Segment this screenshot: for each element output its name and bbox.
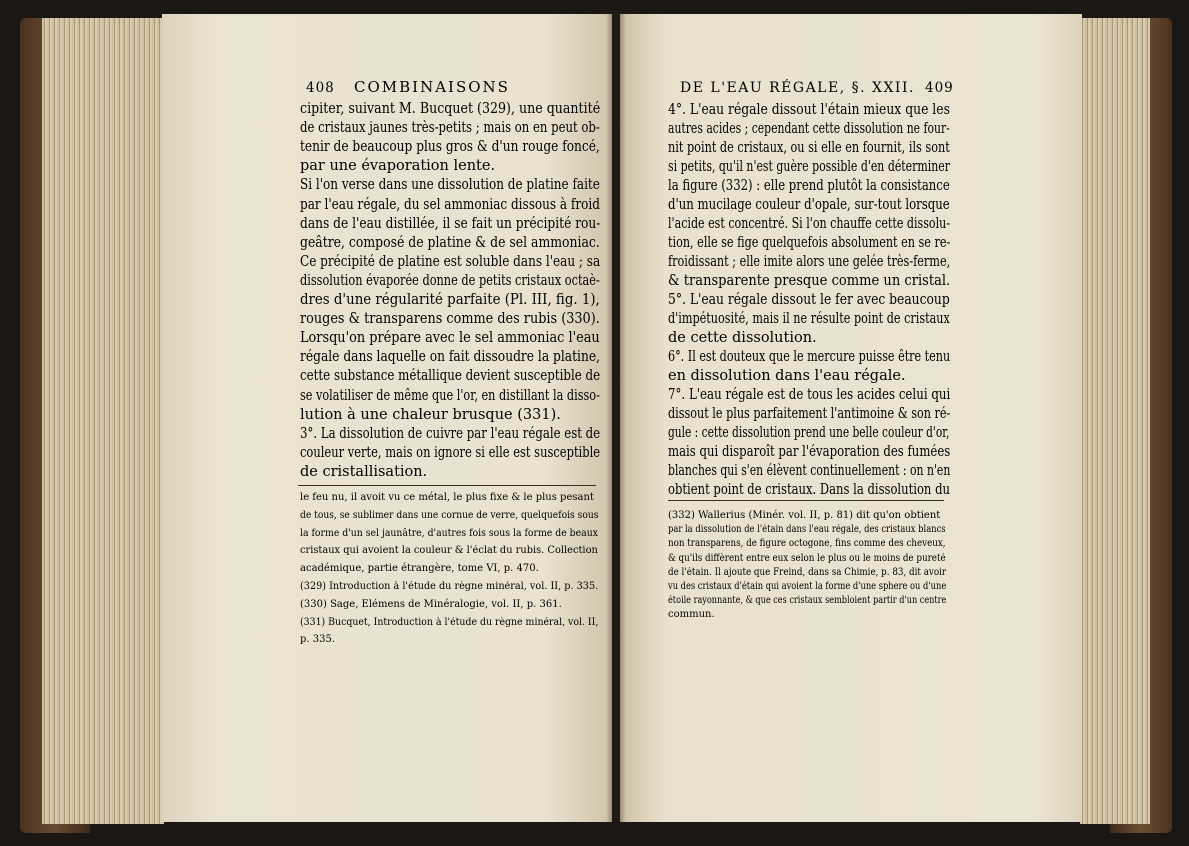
text-line: froidissant ; elle imite alors une gelée très-ferme, <box>668 254 951 270</box>
text-line: obtient point de cristaux. Dans la dissolution du <box>668 482 950 498</box>
footnote-line: (329) Introduction à l'étude du règne minéral, vol. II, p. 335. <box>300 581 599 592</box>
footnote-line: de tous, se sublimer dans une cornue de verre, quelquefois sous <box>300 509 599 521</box>
text-line: tenir de beaucoup plus gros & d'un rouge foncé, <box>300 139 600 156</box>
text-line: dissout le plus parfaitement l'antimoine & son ré- <box>668 406 951 422</box>
footnote-line: le feu nu, il avoit vu ce métal, le plus fixe & le plus pesant <box>300 492 594 503</box>
footnote-line: commun. <box>668 609 715 621</box>
text-line: rouges & transparens comme des rubis (330). <box>300 311 600 328</box>
text-line: se volatiliser de même que l'or, en distillant la disso- <box>300 387 600 404</box>
text-line: régale dans laquelle on fait dissoudre la platine, <box>300 349 601 366</box>
footnote-line: étoile rayonnante, & que ces cristaux sembloient partir d'un centre <box>668 595 947 607</box>
text-line: 6°. Il est douteux que le mercure puisse être tenu <box>668 349 951 365</box>
text-line: 4°. L'eau régale dissout l'étain mieux que les <box>668 102 950 118</box>
footnote-line: de l'étain. Il ajoute que Freind, dans sa Chimie, p. 83, dit avoir <box>668 566 947 578</box>
text-line: de cristallisation. <box>300 463 428 480</box>
text-line: 7°. L'eau régale est de tous les acides celui qui <box>668 387 951 403</box>
footnote-line: vu des cristaux d'étain qui avoient la forme d'une sphere ou d'une <box>668 581 947 592</box>
text-line: cipiter, suivant M. Bucquet (329), une quantité <box>300 101 601 117</box>
right-page-number: 409 <box>925 80 954 96</box>
text-line: lution à une chaleur brusque (331). <box>300 406 561 423</box>
text-line: tion, elle se fige quelquefois absolument en se re- <box>668 235 951 251</box>
book-gutter <box>606 14 626 822</box>
footnote-line: p. 335. <box>300 634 336 646</box>
footnote-line: (331) Bucquet, Introduction à l'étude du règne minéral, vol. II, <box>300 616 599 628</box>
left-running-head: COMBINAISONS <box>354 78 510 96</box>
text-line: l'acide est concentré. Si l'on chauffe cette dissolu- <box>668 216 951 232</box>
left-footnote-rule <box>298 485 596 486</box>
text-line: de cette dissolution. <box>668 330 817 346</box>
text-line: dres d'une régularité parfaite (Pl. III, fig. 1), <box>300 292 600 308</box>
text-line: d'un mucilage couleur d'opale, sur-tout lorsque <box>668 197 950 213</box>
text-line: en dissolution dans l'eau régale. <box>668 368 906 384</box>
text-line: 5°. L'eau régale dissout le fer avec beaucoup <box>668 292 950 308</box>
left-page-edges <box>42 18 164 824</box>
text-line: Lorsqu'on prépare avec le sel ammoniac l'eau <box>300 330 600 347</box>
text-line: par l'eau régale, du sel ammoniac dissous à froid <box>300 196 600 213</box>
footnote-line: la forme d'un sel jaunâtre, d'autres fois sous la forme de beaux <box>300 527 598 539</box>
footnote-line: (330) Sage, Elémens de Minéralogie, vol. II, p. 361. <box>300 598 562 610</box>
text-line: Si l'on verse dans une dissolution de platine faite <box>300 177 600 194</box>
footnote-line: & qu'ils diffèrent entre eux selon le plus ou le moins de pureté <box>668 552 946 564</box>
text-line: cette substance métallique devient susceptible de <box>300 368 601 385</box>
footnote-line: par la dissolution de l'étain dans l'eau régale, des cristaux blancs <box>668 524 946 536</box>
text-line: 3°. La dissolution de cuivre par l'eau régale est de <box>300 425 601 442</box>
right-footnote-rule <box>668 500 944 501</box>
text-line: d'impétuosité, mais il ne résulte point de cristaux <box>668 311 950 327</box>
text-line: gule : cette dissolution prend une belle couleur d'or, <box>668 425 950 441</box>
text-line: la figure (332) : elle prend plutôt la consistance <box>668 178 950 194</box>
text-line: Ce précipité de platine est soluble dans l'eau ; sa <box>300 253 601 270</box>
text-line: dans de l'eau distillée, il se fait un précipité rou- <box>300 215 601 232</box>
text-line: geâtre, composé de platine & de sel ammoniac. <box>300 234 600 251</box>
footnote-line: académique, partie étrangère, tome VI, p. 470. <box>300 563 539 575</box>
text-line: si petits, qu'il n'est guère possible d'en déterminer <box>668 159 950 175</box>
right-page-edges <box>1080 18 1150 824</box>
text-line: dissolution évaporée donne de petits cristaux octaè- <box>300 272 600 289</box>
footnote-line: cristaux qui avoient la couleur & l'éclat du rubis. Collection <box>300 545 598 557</box>
text-line: par une évaporation lente. <box>300 158 496 175</box>
text-line: nit point de cristaux, ou si elle en fournit, ils sont <box>668 140 950 156</box>
footnote-line: (332) Wallerius (Minér. vol. II, p. 81) dit qu'on obtient <box>668 510 941 521</box>
text-line: blanches qui s'en élèvent continuellement : on n'en <box>668 463 951 479</box>
text-line: & transparente presque comme un cristal. <box>668 273 951 289</box>
footnote-line: non transparens, de figure octogone, fins comme des cheveux, <box>668 538 946 550</box>
text-line: couleur verte, mais on ignore si elle est susceptible <box>300 444 601 461</box>
right-running-head: DE L'EAU RÉGALE, §. XXII. <box>680 80 915 96</box>
left-page-number: 408 <box>306 80 335 96</box>
text-line: mais qui disparoît par l'évaporation des fumées <box>668 444 951 460</box>
text-line: autres acides ; cependant cette dissolution ne four- <box>668 121 950 137</box>
text-line: de cristaux jaunes très-petits ; mais on en peut ob- <box>300 120 600 137</box>
